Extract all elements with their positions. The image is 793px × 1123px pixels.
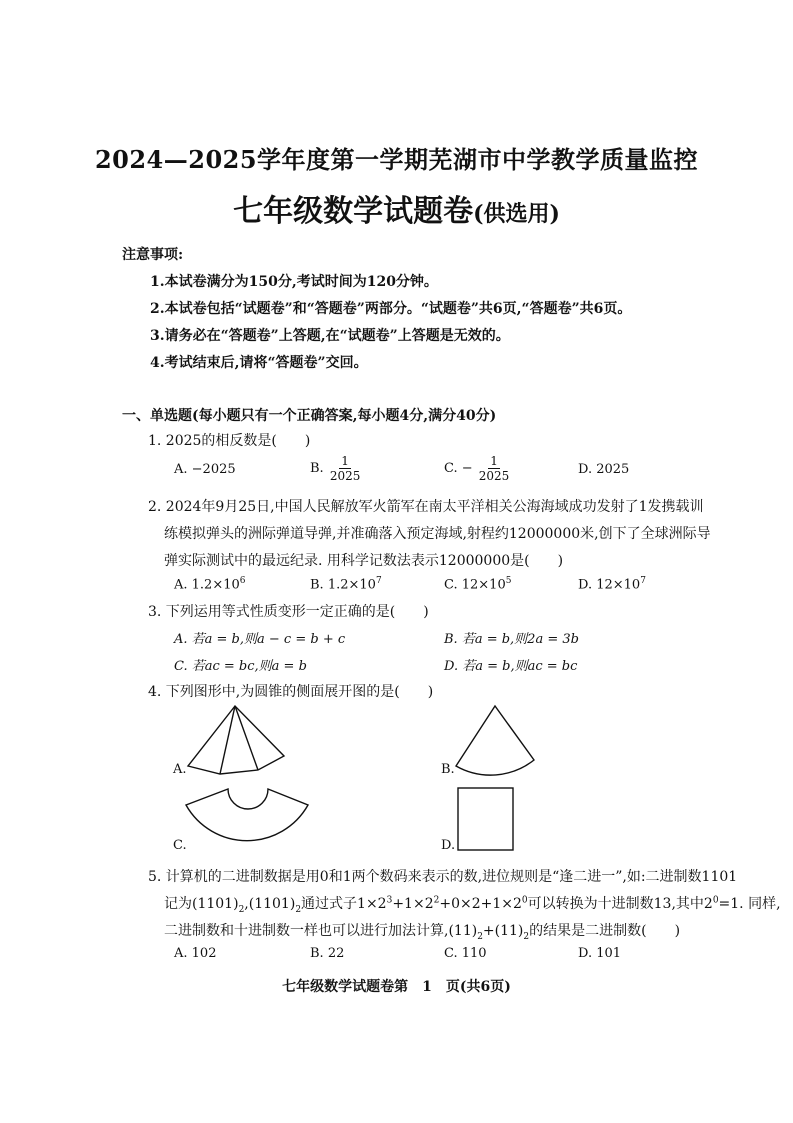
q2-d-base: D. 12×10 xyxy=(578,577,641,593)
q5-option-c: C. 110 xyxy=(444,946,487,961)
q1-option-b-fraction xyxy=(328,454,363,483)
q5-l2-e1: 3 xyxy=(386,895,393,906)
subtitle-paren: (供选用) xyxy=(473,201,560,227)
q2-option-c xyxy=(444,576,511,592)
q2-option-a xyxy=(174,576,246,592)
q5-l2-a: 记为(1101) xyxy=(164,896,239,912)
notice-item-2: 2.本试卷包括“试题卷”和“答题卷”两部分。“试题卷”共6页,“答题卷”共6页。 xyxy=(150,301,632,317)
q3-option-d: D. 若a = b,则ac = bc xyxy=(444,659,578,674)
q2-a-exp: 6 xyxy=(239,576,246,586)
q3-option-c: C. 若ac = bc,则a = b xyxy=(174,659,307,674)
q5-l3-sub2: 2 xyxy=(523,931,530,942)
q2-b-exp: 7 xyxy=(375,576,382,586)
q4-option-d: D. xyxy=(441,838,456,853)
q3-option-a: A. 若a = b,则a − c = b + c xyxy=(174,632,346,647)
subtitle-main: 七年级数学试题卷 xyxy=(233,194,474,229)
q5-l2-f: +0×2+1×2 xyxy=(439,896,522,912)
q4-stem: 4. 下列图形中,为圆锥的侧面展开图的是( ) xyxy=(148,684,434,700)
q5-line-2 xyxy=(164,893,781,915)
exam-title: 2024—2025学年度第一学期芜湖市中学教学质量监控 xyxy=(94,145,699,174)
q5-l3-sub1: 2 xyxy=(477,931,483,942)
q5-option-b: B. 22 xyxy=(310,946,345,961)
q2-b-base: B. 1.2×10 xyxy=(310,577,376,593)
q1-stem: 1. 2025的相反数是( ) xyxy=(148,433,311,449)
q1-option-c-fraction xyxy=(477,454,512,483)
notice-item-4: 4.考试结束后,请将“答题卷”交回。 xyxy=(150,355,368,371)
q2-d-exp: 7 xyxy=(640,576,646,586)
q5-l2-e3: 0 xyxy=(521,895,528,906)
q3-option-b: B. 若a = b,则2a = 3b xyxy=(444,632,579,647)
q5-l2-sub2: 2 xyxy=(295,904,302,915)
q3-stem: 3. 下列运用等式性质变形一定正确的是( ) xyxy=(148,604,429,620)
q5-l2-h: =1. 同样, xyxy=(718,896,781,912)
q2-option-b xyxy=(310,576,382,592)
q4-option-c: C. xyxy=(173,838,187,853)
section-heading: 一、单选题(每小题只有一个正确答案,每小题4分,满分40分) xyxy=(122,408,497,424)
q1-b-numerator: 1 xyxy=(341,454,349,468)
q1-option-c-label: C. − xyxy=(444,461,473,476)
q5-l2-b: ,(1101) xyxy=(244,896,296,912)
q4-figure-d-rectangle xyxy=(455,785,517,853)
q2-line-3: 弹实际测试中的最远纪录. 用科学记数法表示12000000是( ) xyxy=(164,553,564,569)
notice-item-1: 1.本试卷满分为150分,考试时间为120分钟。 xyxy=(150,274,438,290)
q1-c-numerator: 1 xyxy=(490,454,498,468)
q2-c-base: C. 12×10 xyxy=(444,577,506,593)
q1-option-d: D. 2025 xyxy=(578,462,630,477)
q1-b-denominator: 2025 xyxy=(329,469,361,483)
q5-l3-b: +(11) xyxy=(482,923,524,939)
q5-option-d: D. 101 xyxy=(578,946,622,961)
q1-option-b xyxy=(310,454,362,483)
q4-figure-a-pyramid-net xyxy=(180,700,290,780)
q2-line-1: 2. 2024年9月25日,中国人民解放军火箭军在南太平洋相关公海海域成功发射了1发携载训 xyxy=(148,499,704,515)
q5-l2-sub1: 2 xyxy=(238,904,245,915)
q1-option-a: A. −2025 xyxy=(174,462,236,477)
q4-figure-c-annular-sector xyxy=(182,785,312,853)
q5-l2-e4: 0 xyxy=(712,895,719,906)
q4-figure-b-sector xyxy=(452,700,542,780)
exam-subtitle xyxy=(0,186,793,230)
q2-c-exp: 5 xyxy=(505,576,512,586)
q5-line-1: 5. 计算机的二进制数据是用0和1两个数码来表示的数,进位规则是“逢二进一”,如:二进制数1101 xyxy=(148,869,738,885)
q5-l2-d: +1×2 xyxy=(392,896,434,912)
q5-option-a: A. 102 xyxy=(174,946,217,961)
page-footer: 七年级数学试题卷第 1 页(共6页) xyxy=(282,979,511,995)
notice-item-3: 3.请务必在“答题卷”上答题,在“试题卷”上答题是无效的。 xyxy=(150,328,510,344)
q5-l2-g: 可以转换为十进制数13,其中2 xyxy=(527,896,713,912)
q2-a-base: A. 1.2×10 xyxy=(174,577,240,593)
q1-option-c xyxy=(444,454,511,483)
q5-l2-c: 通过式子1×2 xyxy=(301,896,387,912)
q2-option-d xyxy=(578,576,646,592)
q4-option-a: A. xyxy=(173,762,187,777)
q2-line-2: 练模拟弹头的洲际弹道导弹,并准确落入预定海域,射程约12000000米,创下了全球洲际导 xyxy=(164,526,711,542)
q5-l3-a: 二进制数和十进制数一样也可以进行加法计算,(11) xyxy=(164,923,478,939)
q5-l2-e2: 2 xyxy=(433,895,440,906)
q5-l3-c: 的结果是二进制数( ) xyxy=(529,923,681,939)
q4-option-b: B. xyxy=(441,762,455,777)
q5-line-3 xyxy=(164,920,680,942)
q1-c-denominator: 2025 xyxy=(478,469,510,483)
q1-option-b-label: B. xyxy=(310,461,324,476)
notice-heading: 注意事项: xyxy=(122,247,184,263)
